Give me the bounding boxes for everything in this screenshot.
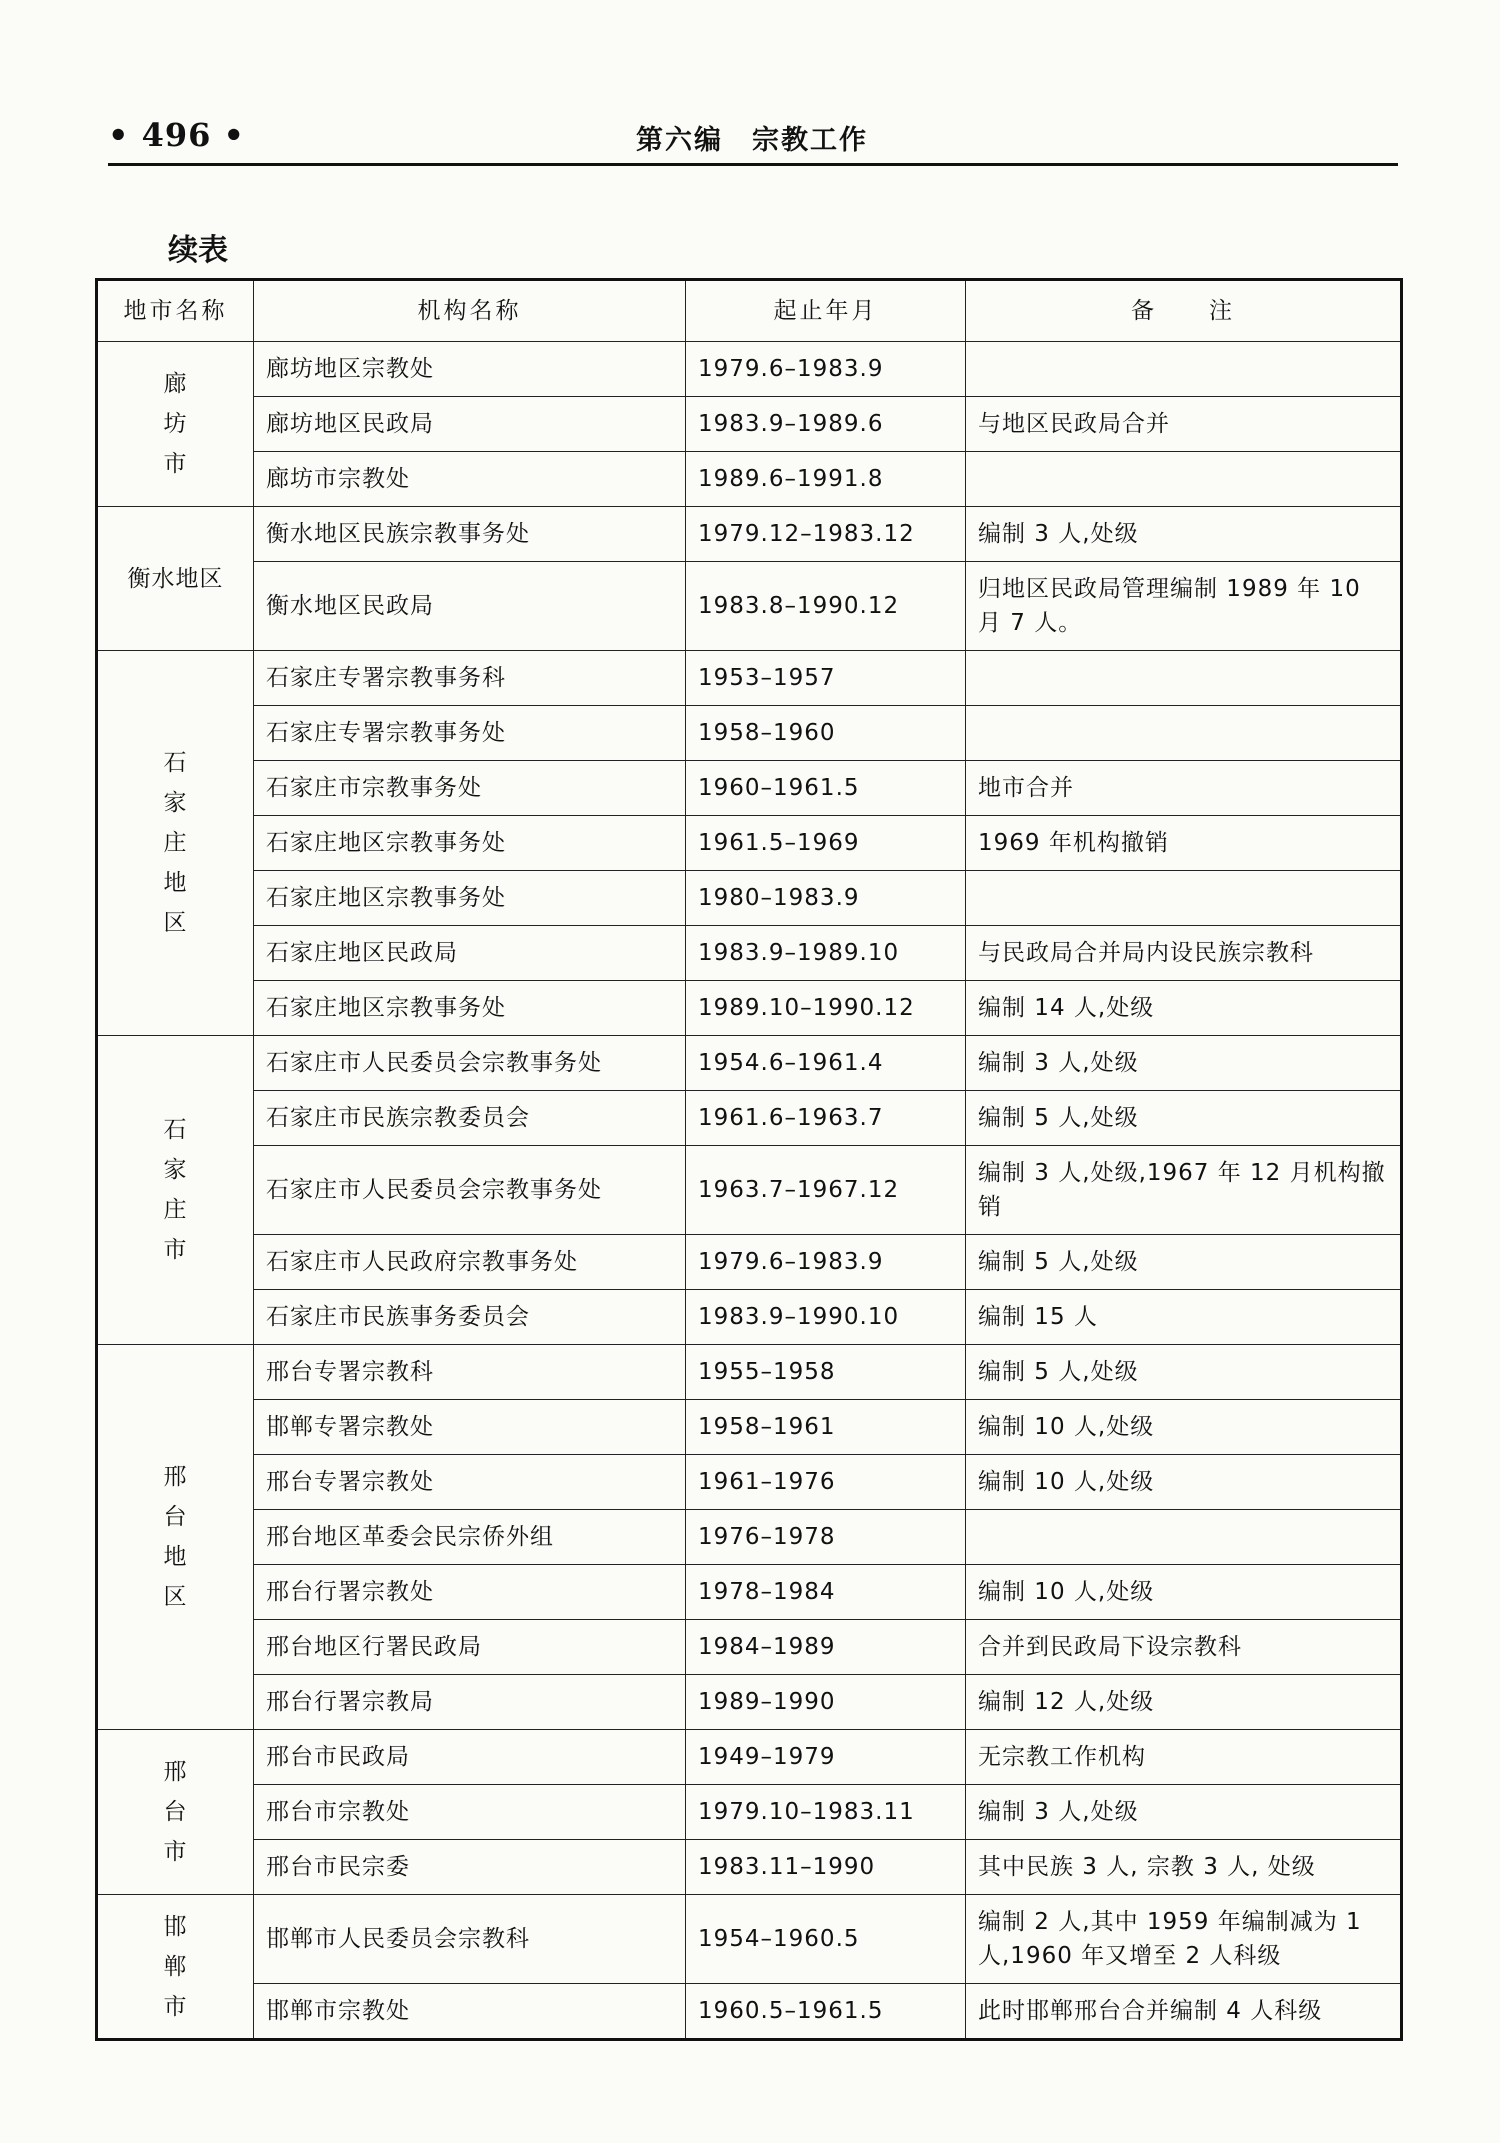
organization-cell: 石家庄专署宗教事务处 xyxy=(254,706,686,761)
organization-cell: 石家庄地区宗教事务处 xyxy=(254,871,686,926)
region-cell xyxy=(97,1345,254,1730)
period-cell: 1989–1990 xyxy=(686,1675,966,1730)
table-row xyxy=(97,651,1402,706)
note-cell: 归地区民政局管理编制 1989 年 10 月 7 人。 xyxy=(966,562,1402,651)
table-row xyxy=(97,1675,1402,1730)
note-cell: 编制 10 人,处级 xyxy=(966,1565,1402,1620)
period-cell: 1979.6–1983.9 xyxy=(686,342,966,397)
organization-cell: 邢台行署宗教处 xyxy=(254,1565,686,1620)
note-cell xyxy=(966,342,1402,397)
region-cell xyxy=(97,342,254,507)
organization-cell: 廊坊地区民政局 xyxy=(254,397,686,452)
organization-cell: 廊坊地区宗教处 xyxy=(254,342,686,397)
region-name: 石家庄市 xyxy=(163,1117,188,1263)
column-header-region: 地市名称 xyxy=(97,280,254,342)
note-cell: 编制 3 人,处级 xyxy=(966,1036,1402,1091)
period-cell: 1979.10–1983.11 xyxy=(686,1785,966,1840)
note-cell xyxy=(966,706,1402,761)
note-cell: 1969 年机构撤销 xyxy=(966,816,1402,871)
column-header-organization: 机构名称 xyxy=(254,280,686,342)
region-name: 邢台市 xyxy=(163,1759,188,1865)
note-cell xyxy=(966,1510,1402,1565)
period-cell: 1983.9–1989.10 xyxy=(686,926,966,981)
region-cell xyxy=(97,1730,254,1895)
organization-cell: 邢台专署宗教科 xyxy=(254,1345,686,1400)
table-row xyxy=(97,1455,1402,1510)
organization-cell: 石家庄市人民委员会宗教事务处 xyxy=(254,1146,686,1235)
period-cell: 1983.9–1989.6 xyxy=(686,397,966,452)
period-cell: 1955–1958 xyxy=(686,1345,966,1400)
period-cell: 1989.6–1991.8 xyxy=(686,452,966,507)
table-row xyxy=(97,1036,1402,1091)
page-header xyxy=(108,112,1396,162)
note-cell: 编制 10 人,处级 xyxy=(966,1455,1402,1510)
table-row xyxy=(97,816,1402,871)
note-cell: 无宗教工作机构 xyxy=(966,1730,1402,1785)
table-row xyxy=(97,1730,1402,1785)
organization-cell: 邯郸市人民委员会宗教科 xyxy=(254,1895,686,1984)
note-cell: 编制 5 人,处级 xyxy=(966,1235,1402,1290)
period-cell: 1953–1957 xyxy=(686,651,966,706)
period-cell: 1961–1976 xyxy=(686,1455,966,1510)
organization-table xyxy=(95,278,1403,2041)
table-caption: 续表 xyxy=(168,233,228,268)
organization-cell: 邢台地区行署民政局 xyxy=(254,1620,686,1675)
table-row xyxy=(97,1400,1402,1455)
table-row xyxy=(97,1345,1402,1400)
note-cell: 编制 2 人,其中 1959 年编制减为 1 人,1960 年又增至 2 人科级 xyxy=(966,1895,1402,1984)
period-cell: 1983.8–1990.12 xyxy=(686,562,966,651)
organization-cell: 石家庄地区民政局 xyxy=(254,926,686,981)
organization-cell: 石家庄地区宗教事务处 xyxy=(254,816,686,871)
note-cell: 与地区民政局合并 xyxy=(966,397,1402,452)
period-cell: 1984–1989 xyxy=(686,1620,966,1675)
note-cell: 编制 3 人,处级 xyxy=(966,1785,1402,1840)
note-cell xyxy=(966,871,1402,926)
table-row xyxy=(97,1984,1402,2040)
table-row xyxy=(97,1785,1402,1840)
note-cell xyxy=(966,651,1402,706)
period-cell: 1983.9–1990.10 xyxy=(686,1290,966,1345)
note-cell: 编制 5 人,处级 xyxy=(966,1345,1402,1400)
organization-cell: 衡水地区民政局 xyxy=(254,562,686,651)
table-row xyxy=(97,1091,1402,1146)
note-cell: 编制 12 人,处级 xyxy=(966,1675,1402,1730)
period-cell: 1979.12–1983.12 xyxy=(686,507,966,562)
page-number: • 496 • xyxy=(108,116,245,154)
table-row xyxy=(97,507,1402,562)
table-row xyxy=(97,1565,1402,1620)
organization-cell: 邯郸专署宗教处 xyxy=(254,1400,686,1455)
table-row xyxy=(97,926,1402,981)
table-row xyxy=(97,1620,1402,1675)
organization-cell: 邢台地区革委会民宗侨外组 xyxy=(254,1510,686,1565)
table-row xyxy=(97,562,1402,651)
organization-cell: 衡水地区民族宗教事务处 xyxy=(254,507,686,562)
region-cell xyxy=(97,1895,254,2040)
region-name: 石家庄地区 xyxy=(163,750,188,936)
table-row xyxy=(97,342,1402,397)
organization-cell: 石家庄市民族宗教委员会 xyxy=(254,1091,686,1146)
table-row xyxy=(97,1840,1402,1895)
note-cell: 合并到民政局下设宗教科 xyxy=(966,1620,1402,1675)
note-cell: 其中民族 3 人, 宗教 3 人, 处级 xyxy=(966,1840,1402,1895)
period-cell: 1949–1979 xyxy=(686,1730,966,1785)
organization-cell: 邢台市民宗委 xyxy=(254,1840,686,1895)
note-cell: 编制 15 人 xyxy=(966,1290,1402,1345)
table-row xyxy=(97,871,1402,926)
table-body xyxy=(97,342,1402,2040)
organization-cell: 邢台专署宗教处 xyxy=(254,1455,686,1510)
region-cell xyxy=(97,651,254,1036)
header-divider xyxy=(108,163,1398,166)
organization-cell: 邢台市民政局 xyxy=(254,1730,686,1785)
table-row xyxy=(97,1895,1402,1984)
period-cell: 1976–1978 xyxy=(686,1510,966,1565)
chapter-title: 第六编 宗教工作 xyxy=(636,125,868,156)
organization-cell: 石家庄市民族事务委员会 xyxy=(254,1290,686,1345)
region-cell xyxy=(97,1036,254,1345)
table-row xyxy=(97,397,1402,452)
period-cell: 1978–1984 xyxy=(686,1565,966,1620)
region-cell xyxy=(97,507,254,651)
table-header-row xyxy=(97,280,1402,342)
table-row xyxy=(97,452,1402,507)
table-row xyxy=(97,1235,1402,1290)
organization-cell: 廊坊市宗教处 xyxy=(254,452,686,507)
region-name: 衡水地区 xyxy=(127,565,224,592)
table-row xyxy=(97,981,1402,1036)
column-header-note: 备 注 xyxy=(966,280,1402,342)
table-row xyxy=(97,706,1402,761)
period-cell: 1958–1960 xyxy=(686,706,966,761)
region-name: 廊坊市 xyxy=(163,371,188,477)
table-row xyxy=(97,1510,1402,1565)
organization-cell: 石家庄专署宗教事务科 xyxy=(254,651,686,706)
organization-cell: 邢台市宗教处 xyxy=(254,1785,686,1840)
column-header-period: 起止年月 xyxy=(686,280,966,342)
period-cell: 1960.5–1961.5 xyxy=(686,1984,966,2040)
organization-cell: 石家庄市宗教事务处 xyxy=(254,761,686,816)
period-cell: 1954.6–1961.4 xyxy=(686,1036,966,1091)
region-name: 邯郸市 xyxy=(163,1913,188,2020)
organization-cell: 邯郸市宗教处 xyxy=(254,1984,686,2040)
note-cell: 编制 3 人,处级,1967 年 12 月机构撤销 xyxy=(966,1146,1402,1235)
organization-cell: 石家庄市人民委员会宗教事务处 xyxy=(254,1036,686,1091)
note-cell: 地市合并 xyxy=(966,761,1402,816)
note-cell: 编制 14 人,处级 xyxy=(966,981,1402,1036)
table-row xyxy=(97,1290,1402,1345)
period-cell: 1983.11–1990 xyxy=(686,1840,966,1895)
note-cell: 此时邯郸邢台合并编制 4 人科级 xyxy=(966,1984,1402,2040)
period-cell: 1961.5–1969 xyxy=(686,816,966,871)
period-cell: 1980–1983.9 xyxy=(686,871,966,926)
region-name: 邢台地区 xyxy=(163,1464,188,1610)
table-row xyxy=(97,1146,1402,1235)
note-cell: 编制 10 人,处级 xyxy=(966,1400,1402,1455)
period-cell: 1963.7–1967.12 xyxy=(686,1146,966,1235)
period-cell: 1960–1961.5 xyxy=(686,761,966,816)
period-cell: 1989.10–1990.12 xyxy=(686,981,966,1036)
note-cell: 编制 5 人,处级 xyxy=(966,1091,1402,1146)
organization-cell: 石家庄地区宗教事务处 xyxy=(254,981,686,1036)
table-row xyxy=(97,761,1402,816)
note-cell: 编制 3 人,处级 xyxy=(966,507,1402,562)
note-cell: 与民政局合并局内设民族宗教科 xyxy=(966,926,1402,981)
period-cell: 1961.6–1963.7 xyxy=(686,1091,966,1146)
period-cell: 1954–1960.5 xyxy=(686,1895,966,1984)
period-cell: 1979.6–1983.9 xyxy=(686,1235,966,1290)
period-cell: 1958–1961 xyxy=(686,1400,966,1455)
note-cell xyxy=(966,452,1402,507)
organization-cell: 石家庄市人民政府宗教事务处 xyxy=(254,1235,686,1290)
organization-cell: 邢台行署宗教局 xyxy=(254,1675,686,1730)
